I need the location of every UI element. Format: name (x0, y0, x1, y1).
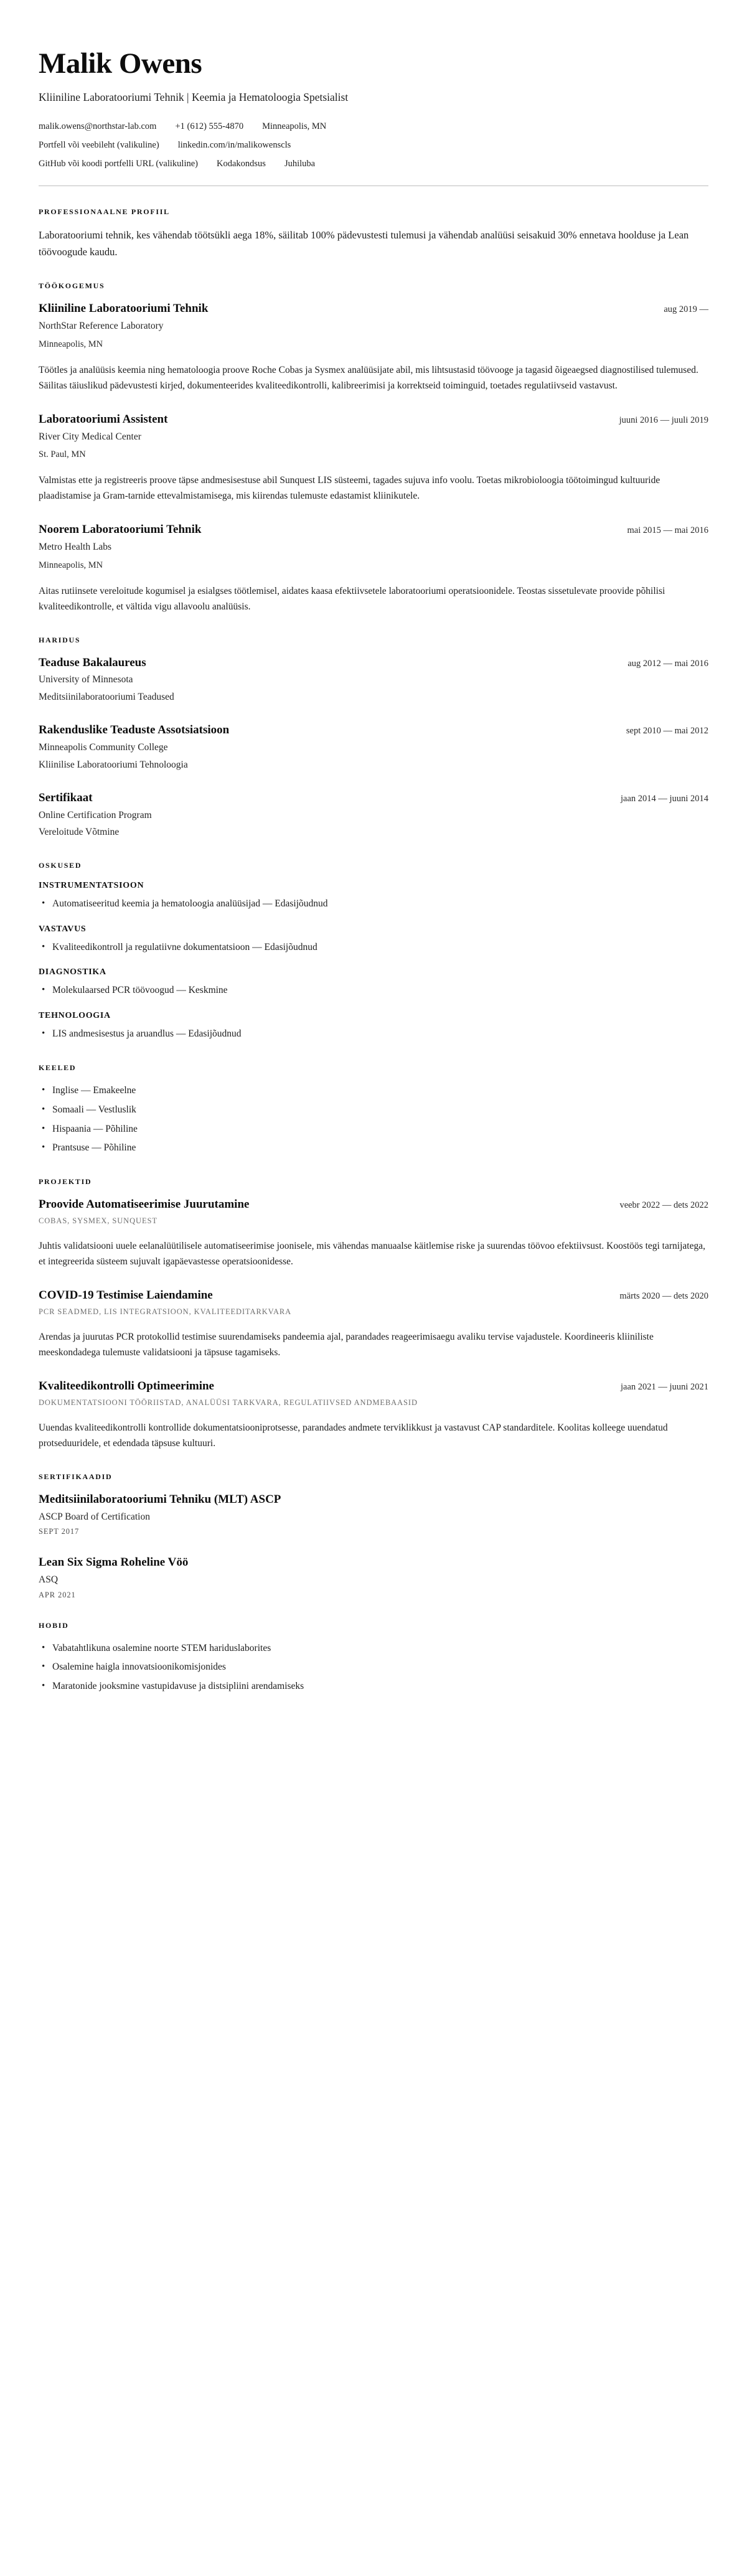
job-company: Metro Health Labs (39, 542, 112, 553)
job-date: juuni 2016 — juuli 2019 (619, 415, 708, 425)
project-date: jaan 2021 — juuni 2021 (621, 1382, 708, 1393)
contact-location: Minneapolis, MN (262, 121, 327, 131)
education-entry (39, 791, 708, 840)
skill-group (39, 967, 708, 999)
contact-citizenship: Kodakondsus (217, 158, 266, 169)
education-date: jaan 2014 — juuni 2014 (621, 794, 708, 804)
job-location: Minneapolis, MN (39, 560, 103, 570)
project-tags: PCR SEADMED, LIS INTEGRATSIOON, KVALITEEDITARKVARA (39, 1307, 292, 1316)
experience-entry-head (39, 522, 708, 537)
education-field: Meditsiinilaboratooriumi Teadused (39, 691, 174, 702)
contact-phone[interactable]: +1 (612) 555-4870 (175, 121, 244, 131)
education-school: Minneapolis Community College (39, 742, 168, 753)
project-name: Kvaliteedikontrolli Optimeerimine (39, 1380, 214, 1393)
skill-group (39, 1011, 708, 1042)
skill-category: VASTAVUS (39, 924, 87, 934)
project-description: Juhtis validatsiooni uuele eelanalüütilisele automatiseerimise joonisele, mis vähendas manuaalse käitlemise riske ja suurendas töövoo efektiivsust. Koostöös tegi tarnijatega, et integreerida süsteem sujuvalt igapäevastesse operatsioonidesse. (39, 1240, 705, 1267)
hobby-item: • Osalemine haigla innovatsioonikomisjonides (52, 1660, 708, 1675)
education-entry-head (39, 656, 708, 670)
project-entry (39, 1379, 708, 1451)
section-skills (39, 861, 708, 1042)
certification-date: APR 2021 (39, 1590, 76, 1599)
project-entry (39, 1197, 708, 1269)
certification-entry (39, 1492, 708, 1536)
job-role: Kliiniline Laboratooriumi Tehnik (39, 302, 209, 316)
education-school: University of Minnesota (39, 674, 133, 685)
skill-category: TEHNOLOOGIA (39, 1011, 111, 1021)
skill-list (39, 983, 708, 999)
candidate-headline: Kliiniline Laboratooriumi Tehnik | Keemia ja Hematoloogia Spetsialist (39, 91, 349, 104)
experience-entry (39, 522, 708, 614)
language-item: • Inglise — Emakeelne (52, 1083, 708, 1099)
contact-row-extra (39, 159, 708, 169)
education-degree: Teaduse Bakalaureus (39, 656, 146, 669)
project-entry-head (39, 1197, 708, 1212)
skill-item: • LIS andmesisestus ja aruandlus — Edasijõudnud (52, 1027, 708, 1042)
project-name: COVID-19 Testimise Laiendamine (39, 1289, 213, 1302)
skill-group (39, 881, 708, 912)
skill-category: DIAGNOSTIKA (39, 967, 106, 977)
project-entry-head (39, 1379, 708, 1394)
skill-item: • Molekulaarsed PCR töövoogud — Keskmine (52, 983, 708, 999)
job-location: Minneapolis, MN (39, 339, 103, 349)
job-location: St. Paul, MN (39, 449, 86, 460)
education-degree: Rakenduslike Teaduste Assotsiatsioon (39, 723, 230, 737)
project-name: Proovide Automatiseerimise Juurutamine (39, 1198, 250, 1211)
contact-email[interactable]: malik.owens@northstar-lab.com (39, 121, 157, 131)
project-entry-head (39, 1288, 708, 1303)
resume-header (39, 49, 708, 186)
section-projects (39, 1177, 708, 1451)
project-entry (39, 1288, 708, 1360)
section-title-experience: TÖÖKOGEMUS (39, 281, 105, 291)
education-entry-head (39, 791, 708, 806)
job-role: Laboratooriumi Assistent (39, 412, 168, 426)
contact-linkedin[interactable]: linkedin.com/in/malikowenscls (177, 139, 291, 150)
section-hobbies (39, 1621, 708, 1695)
education-field: Kliinilise Laboratooriumi Tehnoloogia (39, 759, 188, 770)
project-date: märts 2020 — dets 2020 (619, 1291, 708, 1302)
job-description: Töötles ja analüüsis keemia ning hematoloogia proove Roche Cobas ja Sysmex analüüsijate abil, mis lihtsustasid töövooge ja tagasid õigeaegsed diagnostilised tulemused. Säilitas täiuslikud pädevustesti kirjed, dokumenteerides kvaliteedikontrolli, kalibreerimisi ja korrektseid toiminguid, toetades regulatiivseid vastavust. (39, 364, 698, 391)
section-title-projects: PROJEKTID (39, 1177, 92, 1187)
certification-entry (39, 1555, 708, 1599)
project-tags: COBAS, SYSMEX, SUNQUEST (39, 1216, 157, 1225)
project-description: Uuendas kvaliteedikontrolli kontrollide dokumentatsiooniprotsesse, parandades andmete terviklikkust ja vastavust CAP standarditele. Koolitas kolleege uuendatud protseduuridele, et edendada täpsuse kultuuri. (39, 1422, 668, 1449)
skill-list (39, 940, 708, 956)
job-date: aug 2019 — (664, 304, 708, 315)
section-profile (39, 207, 708, 260)
certification-name: Lean Six Sigma Roheline Vöö (39, 1556, 189, 1569)
section-title-skills: OSKUSED (39, 860, 82, 870)
education-entry (39, 723, 708, 772)
language-list (39, 1083, 708, 1156)
job-company: NorthStar Reference Laboratory (39, 321, 164, 332)
experience-entry-head (39, 412, 708, 427)
section-title-hobbies: HOBID (39, 1620, 69, 1630)
skill-list (39, 896, 708, 912)
project-tags: DOKUMENTATSIOONI TÖÖRIISTAD, ANALÜÜSI TARKVARA, REGULATIIVSED ANDMEBAASID (39, 1398, 418, 1407)
project-description: Arendas ja juurutas PCR protokollid testimise suurendamiseks pandeemia ajal, parandades reageerimisaegu avaliku tervise vajadustele. Koordineeris kliiniliste meeskondadega tulemuste validatsiooni ja täpsuse tagamiseks. (39, 1331, 654, 1358)
profile-text: Laboratooriumi tehnik, kes vähendab töötsükli aega 18%, säilitab 100% pädevustesti tulemusi ja vähendab analüüsi seisakuid 30% ennetava hoolduse ja Lean töövoogude kaudu. (39, 228, 689, 258)
hobby-list (39, 1641, 708, 1695)
skill-group (39, 924, 708, 956)
language-item: • Prantsuse — Põhiline (52, 1140, 708, 1156)
education-date: aug 2012 — mai 2016 (627, 658, 708, 669)
section-education (39, 636, 708, 840)
project-date: veebr 2022 — dets 2022 (619, 1200, 708, 1211)
education-degree: Sertifikaat (39, 791, 93, 805)
section-title-certifications: SERTIFIKAADID (39, 1472, 113, 1482)
education-entry-head (39, 723, 708, 738)
experience-entry-head (39, 301, 708, 316)
certification-issuer: ASQ (39, 1574, 59, 1586)
job-role: Noorem Laboratooriumi Tehnik (39, 523, 202, 537)
education-entry (39, 656, 708, 705)
certification-date: SEPT 2017 (39, 1527, 80, 1536)
skill-item: • Kvaliteedikontroll ja regulatiivne dokumentatsioon — Edasijõudnud (52, 940, 708, 956)
contact-row-web (39, 140, 708, 151)
skill-list (39, 1027, 708, 1042)
education-school: Online Certification Program (39, 809, 152, 820)
section-languages (39, 1063, 708, 1156)
education-date: sept 2010 — mai 2012 (626, 726, 708, 736)
contact-portfolio[interactable]: Portfell või veebileht (valikuline) (39, 139, 159, 150)
certification-name: Meditsiinilaboratooriumi Tehniku (MLT) ASCP (39, 1493, 281, 1507)
section-title-profile: PROFESSIONAALNE PROFIIL (39, 207, 170, 216)
experience-entry (39, 412, 708, 504)
language-item: • Somaali — Vestluslik (52, 1102, 708, 1118)
candidate-name: Malik Owens (39, 47, 202, 80)
hobby-item: • Maratonide jooksmine vastupidavuse ja distsipliini arendamiseks (52, 1679, 708, 1695)
job-description: Aitas rutiinsete vereloitude kogumisel ja esialgses töötlemisel, aidates kaasa efektiivsetele laboratooriumi operatsioonidele. Teostas sissetulevate proovide põhilisi kvaliteedikontrolle, et vältida vigu allavoolu analüüsis. (39, 585, 665, 612)
contact-github[interactable]: GitHub või koodi portfelli URL (valikuline) (39, 158, 198, 169)
section-certifications (39, 1472, 708, 1599)
job-company: River City Medical Center (39, 431, 141, 442)
section-experience (39, 281, 708, 614)
experience-entry (39, 301, 708, 393)
contact-row-primary (39, 121, 708, 132)
certification-issuer: ASCP Board of Certification (39, 1511, 150, 1522)
education-field: Vereloitude Võtmine (39, 827, 120, 838)
skill-category: INSTRUMENTATSIOON (39, 880, 144, 890)
job-description: Valmistas ette ja registreeris proove täpse andmesisestuse abil Sunquest LIS süsteemi, tagades sujuva info voolu. Toetas mikrobioloogia töötoimingud kultuuride plaadistamise ja Gram-tarnide ettevalmistamisega, mis kiirendas tulemuste edastamist kliinikutele. (39, 475, 660, 502)
language-item: • Hispaania — Põhiline (52, 1122, 708, 1137)
contact-drivers-license: Juhiluba (284, 158, 316, 169)
section-title-languages: KEELED (39, 1063, 77, 1072)
hobby-item: • Vabatahtlikuna osalemine noorte STEM hariduslaborites (52, 1641, 708, 1657)
job-date: mai 2015 — mai 2016 (627, 525, 708, 536)
section-title-education: HARIDUS (39, 635, 81, 644)
skill-item: • Automatiseeritud keemia ja hematoloogia analüüsijad — Edasijõudnud (52, 896, 708, 912)
